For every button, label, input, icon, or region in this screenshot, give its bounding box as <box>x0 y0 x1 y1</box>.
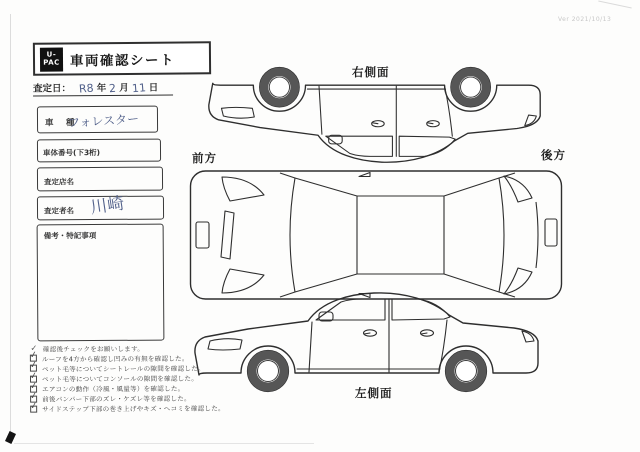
car-model-label: 車 種 <box>44 118 77 129</box>
version-note: Ver 2021/10/13 <box>558 16 612 23</box>
date-year-handwritten: R8 <box>78 81 95 96</box>
date-month-handwritten: 2 <box>108 81 117 96</box>
assessor-name-handwritten-value: 川崎 <box>89 193 126 219</box>
check-icon: ✓ <box>29 400 39 412</box>
date-year-unit: 年 <box>96 82 107 95</box>
header-box <box>33 41 211 76</box>
checklist-item-text: ペット毛等についてシートレールの隙間を確認した。 <box>41 364 205 374</box>
scan-edge-left <box>10 14 11 438</box>
car-top-view-diagram <box>188 168 564 302</box>
date-label: 査定日： <box>32 83 72 95</box>
logo-text-bottom: PAC <box>43 58 60 67</box>
field-body-number <box>37 139 161 163</box>
remarks-label: 備考・特記事項 <box>43 231 97 241</box>
checklist-item <box>29 400 260 414</box>
label-left-side: 左側面 <box>355 386 393 400</box>
date-day-handwritten: 11 <box>131 81 147 96</box>
shop-name-label: 査定店名 <box>43 177 75 187</box>
checklist-item-text: 前後バンパー下部のズレ・ケズレ等を確認した。 <box>42 394 191 404</box>
rear-wheel <box>446 351 487 392</box>
scan-edge-bottom <box>14 443 314 444</box>
logo-text-top: U- <box>46 50 57 59</box>
check-icon: ✓ <box>29 360 39 372</box>
front-wheel <box>260 67 300 106</box>
front-wheel <box>248 351 289 392</box>
date-month-unit: 月 <box>119 82 129 94</box>
label-rear: 後方 <box>541 148 566 162</box>
field-car-model <box>37 106 158 134</box>
date-day-unit: 日 <box>148 82 159 94</box>
car-right-side-diagram <box>206 66 546 166</box>
field-shop-name <box>37 167 163 192</box>
checklist-item-text: ルーフを4方から確認し凹みの有無を確認した。 <box>41 354 189 364</box>
check-icon: ✓ <box>29 390 39 402</box>
checklist-item-text: エアコンの動作（冷風・風量等）を確認した。 <box>42 384 185 394</box>
check-icon: ✓ <box>29 380 39 392</box>
label-front: 前方 <box>192 151 217 165</box>
scan-edge-top-right <box>598 0 631 8</box>
checklist-intro-text: 確認後チェックをお願いします。 <box>42 344 145 354</box>
car-model-handwritten-value: フォレスター <box>67 111 140 131</box>
assessor-name-label: 査定者名 <box>43 206 75 216</box>
car-left-side-diagram <box>192 289 544 393</box>
upac-logo <box>40 47 63 71</box>
check-icon: ✓ <box>30 343 38 353</box>
checkbox-icon <box>29 400 39 412</box>
checklist-item-text: ペット毛等についてコンソールの隙間を確認した。 <box>41 374 199 384</box>
checklist-item <box>29 390 260 404</box>
body-number-label: 車体番号(下3桁) <box>42 147 101 158</box>
assessment-date-line <box>33 80 173 97</box>
rear-wheel <box>451 67 491 106</box>
field-assessor-name <box>37 193 164 221</box>
checklist-item-text: サイドステップ下部の巻き上げやキズ・ヘコミを確認した。 <box>42 404 225 414</box>
check-icon: ✓ <box>29 350 39 362</box>
label-right-side: 右側面 <box>352 65 390 79</box>
sheet-title: 車両確認シート <box>69 52 176 69</box>
check-icon: ✓ <box>29 370 39 382</box>
field-remarks <box>37 224 165 342</box>
